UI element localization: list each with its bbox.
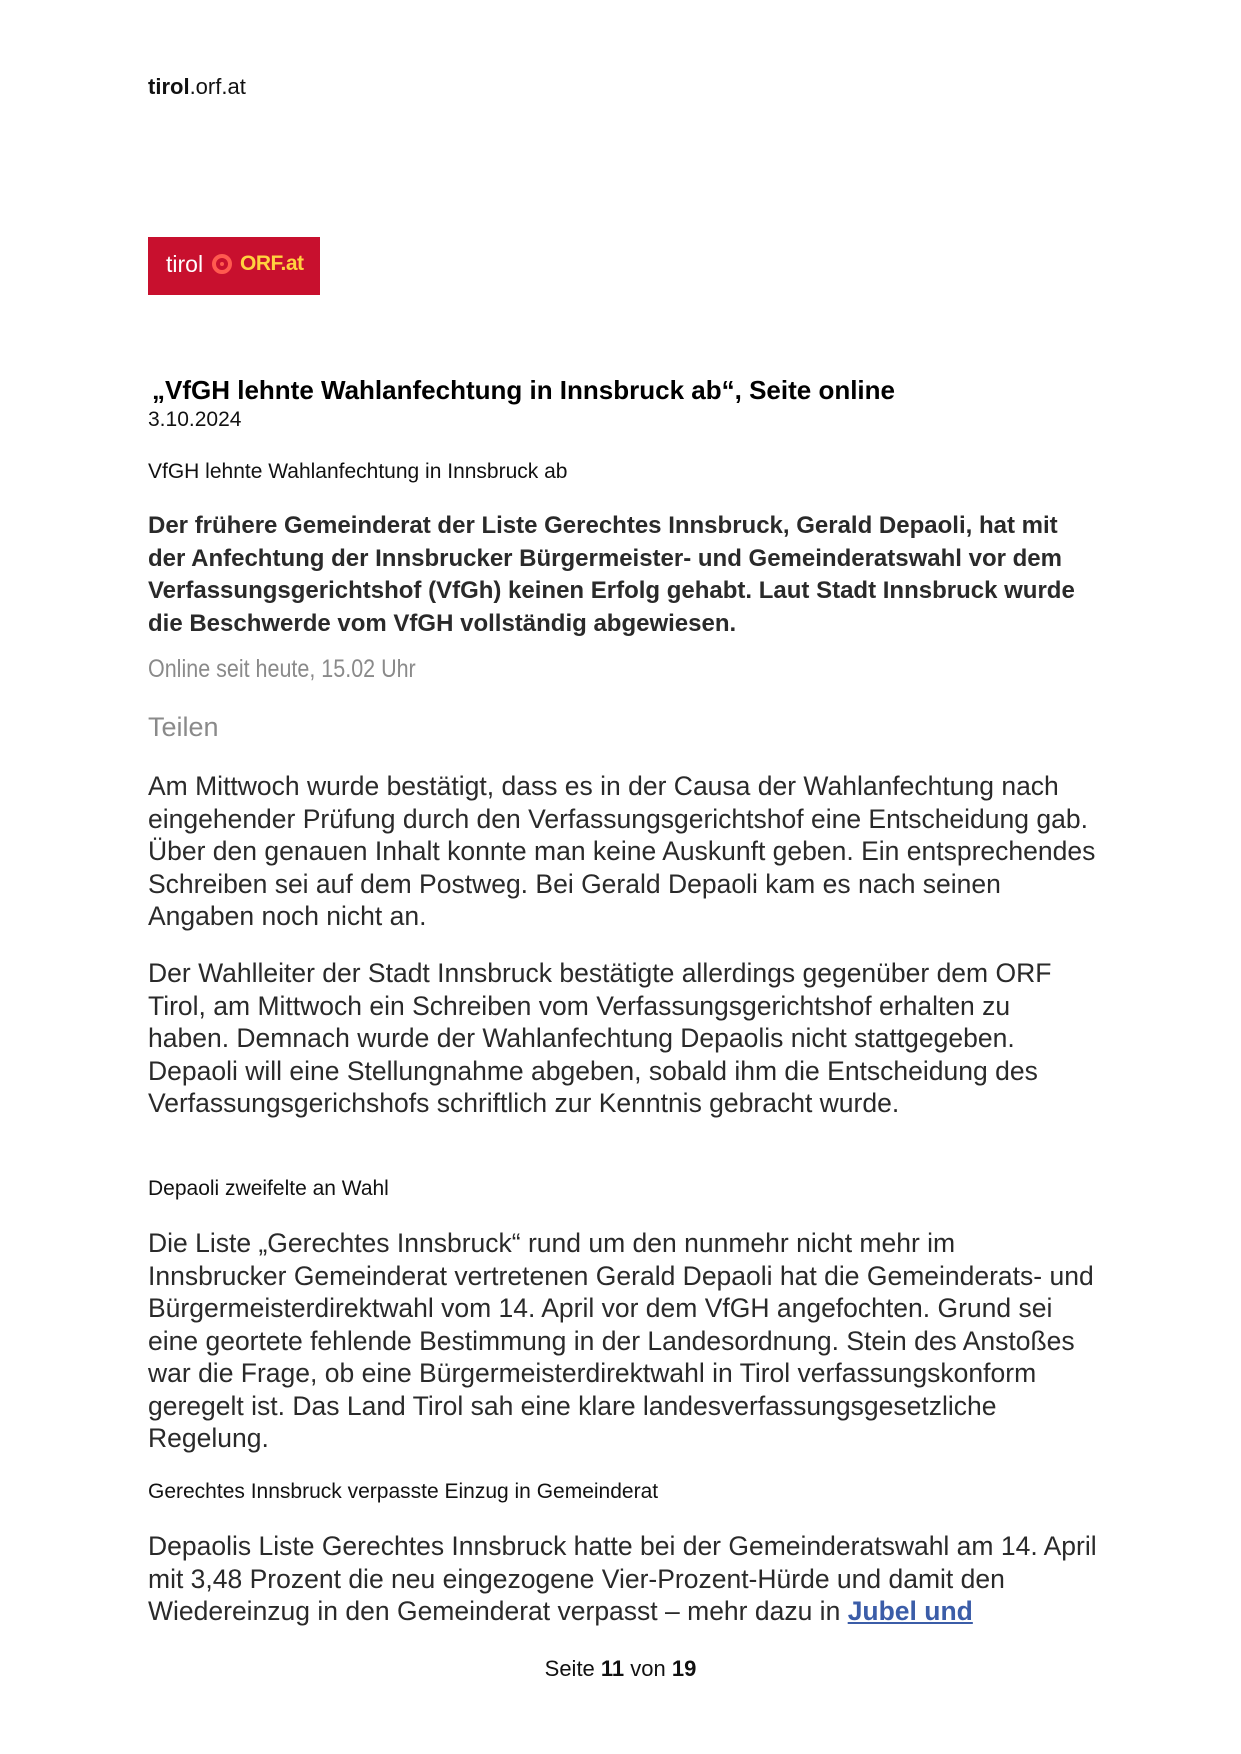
footer-page-number: 11 (600, 1656, 625, 1681)
paragraph-4 (148, 1530, 1098, 1628)
article-subtitle: VfGH lehnte Wahlanfechtung in Innsbruck ab (148, 460, 568, 483)
logo-tirol-text: tirol (166, 251, 204, 277)
article-link[interactable]: Jubel und (847, 1596, 973, 1626)
article-date: 3.10.2024 (148, 408, 242, 431)
footer-prefix: Seite (544, 1656, 601, 1681)
orf-ring-icon (212, 254, 232, 274)
subheading-gerechtes: Gerechtes Innsbruck verpasste Einzug in Gemeinderat (148, 1480, 659, 1503)
site-url-rest: .orf.at (189, 74, 246, 99)
article-lead: Der frühere Gemeinderat der Liste Gerechtes Innsbruck, Gerald Depaoli, hat mit der Anfechtung der Innsbrucker Bürgermeister- und Gemeinderatswahl vor dem Verfassungsgerichtshof (VfGh) keinen Erfolg gehabt. Laut Stadt Innsbruck wurde die Beschwerde vom VfGH vollständig abgewiesen. (148, 512, 1075, 637)
share-label: Teilen (148, 712, 219, 742)
paragraph-2: Der Wahlleiter der Stadt Innsbruck bestätigte allerdings gegenüber dem ORF Tirol, am Mittwoch ein Schreiben vom Verfassungsgerichtshof erhalten zu haben. Demnach wurde der Wahlanfechtung Depaolis nicht stattgegeben. Depaoli will eine Stellungnahme abgeben, sobald ihm die Entscheidung des Verfassungsgerichshofs schriftlich zur Kenntnis gebracht wurde. (148, 958, 1052, 1118)
logo-orf-text: ORF.at (240, 252, 304, 275)
article-headline: „VfGH lehnte Wahlanfechtung in Innsbruck ab“, Seite online (152, 375, 895, 405)
site-url-bold: tirol (148, 74, 190, 99)
paragraph-1: Am Mittwoch wurde bestätigt, dass es in der Causa der Wahlanfechtung nach eingehender Prüfung durch den Verfassungsgerichtshof eine Entscheidung gab. Über den genauen Inhalt konnte man keine Auskunft geben. Ein entsprechendes Schreiben sei auf dem Postweg. Bei Gerald Depaoli kam es nach seinen Angaben noch nicht an. (148, 771, 1096, 931)
orf-tirol-logo (148, 237, 320, 295)
footer-page-total: 19 (671, 1656, 697, 1681)
site-url (148, 74, 246, 100)
paragraph-3: Die Liste „Gerechtes Innsbruck“ rund um den nunmehr nicht mehr im Innsbrucker Gemeinderat vertretenen Gerald Depaoli hat die Gemeinderats- und Bürgermeisterdirektwahl vom 14. April vor dem VfGH angefochten. Grund sei eine geortete fehlende Bestimmung in der Landesordnung. Stein des Anstoßes war die Frage, ob eine Bürgermeisterdirektwahl in Tirol verfassungskonform geregelt ist. Das Land Tirol sah eine klare landesverfassungsgesetzliche Regelung. (148, 1228, 1094, 1453)
online-since: Online seit heute, 15.02 Uhr (148, 655, 416, 683)
footer-middle: von (624, 1656, 672, 1681)
subheading-depaoli: Depaoli zweifelte an Wahl (148, 1177, 389, 1200)
page-footer (0, 1656, 1241, 1682)
paragraph-4-text: Depaolis Liste Gerechtes Innsbruck hatte bei der Gemeinderatswahl am 14. April mit 3,48 Prozent die neu eingezogene Vier-Prozent-Hürde und damit den Wiedereinzug in den Gemeinderat verpasst – mehr dazu in (148, 1531, 1097, 1626)
